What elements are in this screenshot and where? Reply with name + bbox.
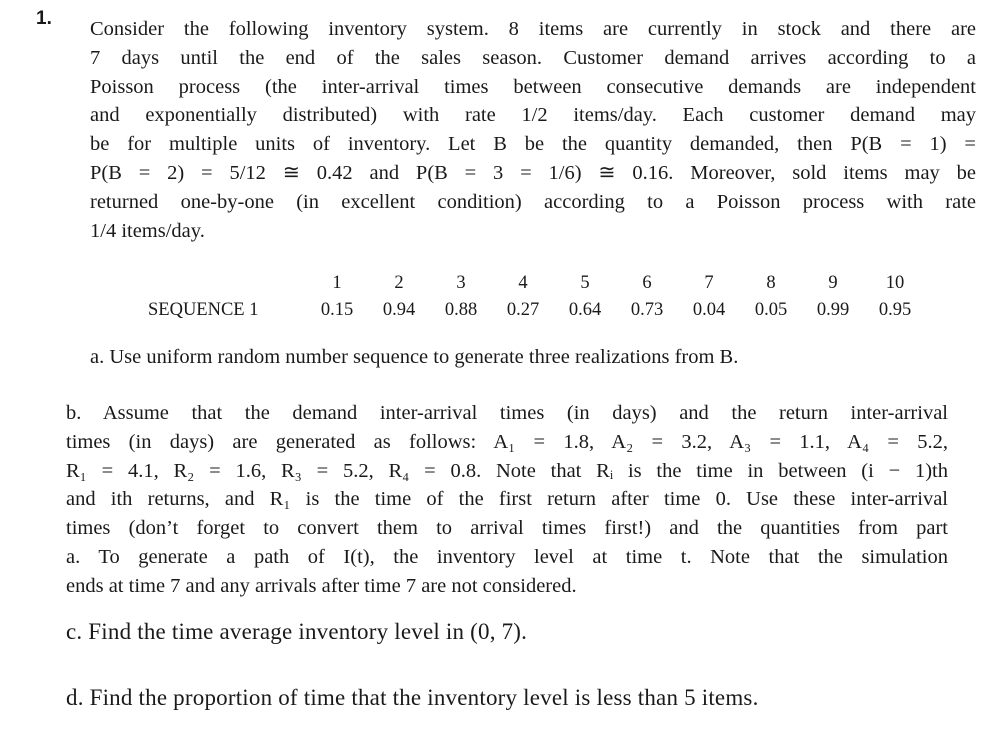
- question-number: 1.: [36, 8, 52, 29]
- part-b-line: times (in days) are generated as follows: A₁ = 1.8, A₂ = 3.2, A₃ = 1.1, A₄ = 5.2,: [66, 430, 948, 453]
- table-header-cell: 6: [642, 272, 652, 293]
- part-d-text: d. Find the proportion of time that the inventory level is less than 5 items.: [66, 685, 759, 710]
- statement-line: returned one-by-one (in excellent condition) according to a Poisson process with rate: [90, 190, 976, 213]
- statement-line: Poisson process (the inter-arrival times between consecutive demands are independent: [90, 75, 976, 98]
- table-cell: 0.04: [692, 299, 726, 320]
- table-cell: 0.05: [754, 299, 788, 320]
- part-b-text: [66, 399, 948, 601]
- table-header-cell: 1: [332, 272, 342, 293]
- table-header-cell: 8: [766, 272, 776, 293]
- table-cell: 0.15: [320, 299, 354, 320]
- part-b-line: R₁ = 4.1, R₂ = 1.6, R₃ = 5.2, R₄ = 0.8. Note that Rᵢ is the time in between (i − 1)th: [66, 459, 948, 482]
- part-b-line: a. To generate a path of I(t), the inventory level at time t. Note that the simulation: [66, 545, 948, 568]
- table-cell: 0.94: [382, 299, 416, 320]
- table-header-row: [148, 270, 926, 296]
- statement-line: and exponentially distributed) with rate 1/2 items/day. Each customer demand may: [90, 104, 976, 127]
- table-header-cell: 4: [518, 272, 528, 293]
- part-b-line: and ith returns, and R₁ is the time of the first return after time 0. Use these inter-arrival: [66, 488, 948, 511]
- random-number-table: [148, 270, 926, 324]
- statement-line: Consider the following inventory system. 8 items are currently in stock and there are: [90, 18, 976, 40]
- table-cell: 0.88: [444, 299, 478, 320]
- table-cell: 0.95: [878, 299, 912, 320]
- statement-line: 1/4 items/day.: [90, 219, 205, 242]
- table-row: [148, 296, 926, 324]
- statement-line: 7 days until the end of the sales season. Customer demand arrives according to a: [90, 46, 976, 69]
- table-header-cell: 3: [456, 272, 466, 293]
- table-cell: 0.27: [506, 299, 540, 320]
- part-c-text: c. Find the time average inventory level in (0, 7).: [66, 619, 528, 644]
- table-header-cell: 9: [828, 272, 838, 293]
- statement-line: P(B = 2) = 5/12 ≅ 0.42 and P(B = 3 = 1/6) ≅ 0.16. Moreover, sold items may be: [90, 161, 976, 184]
- statement-line: be for multiple units of inventory. Let B be the quantity demanded, then P(B = 1) =: [90, 133, 976, 156]
- table-header-cell: 5: [580, 272, 590, 293]
- problem-statement: [90, 15, 976, 245]
- table-header-cell: 10: [885, 272, 905, 293]
- part-b-line: b. Assume that the demand inter-arrival times (in days) and the return inter-arrival: [66, 402, 948, 424]
- table-cell: 0.99: [816, 299, 850, 320]
- table-header-cell: 7: [704, 272, 714, 293]
- part-a-text: a. Use uniform random number sequence to generate three realizations from B.: [90, 346, 739, 368]
- table-cell: 0.64: [568, 299, 602, 320]
- table-corner: [148, 270, 306, 296]
- part-b-line: times (don’t forget to convert them to arrival times first!) and the quantities from part: [66, 517, 948, 540]
- table-row-label: SEQUENCE 1: [148, 299, 259, 320]
- table-header-cell: 2: [394, 272, 404, 293]
- part-b-line: ends at time 7 and any arrivals after time 7 are not considered.: [66, 574, 577, 597]
- table-cell: 0.73: [630, 299, 664, 320]
